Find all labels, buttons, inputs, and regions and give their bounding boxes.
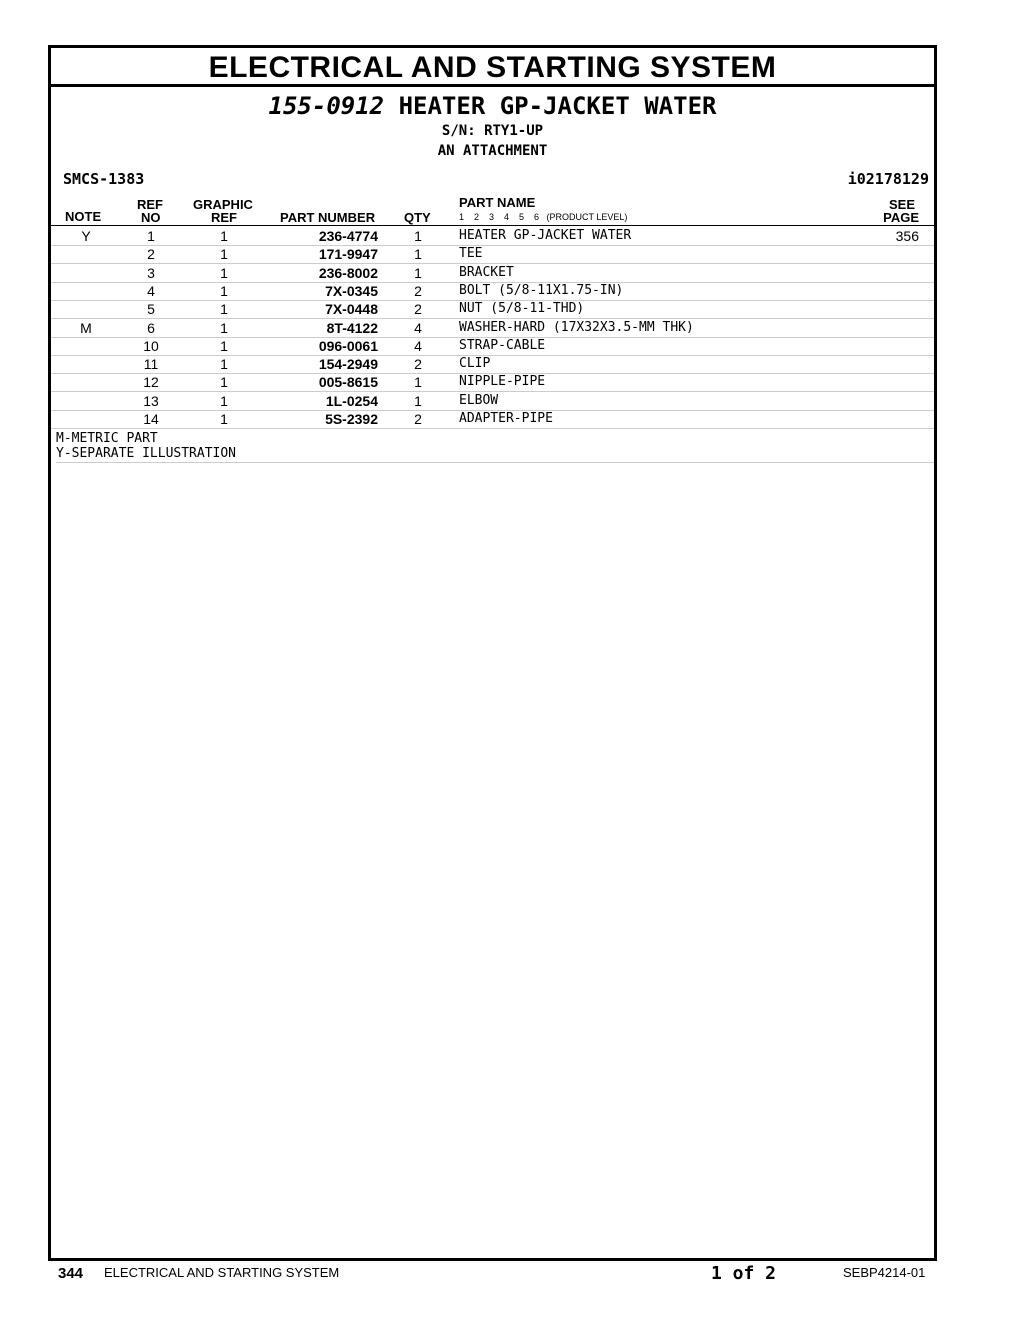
row-qty: 4 xyxy=(414,319,422,336)
group-name: HEATER GP-JACKET WATER xyxy=(398,92,717,120)
header-qty: QTY xyxy=(404,210,431,225)
serial-number: S/N: RTY1-UP xyxy=(441,123,544,139)
table-row xyxy=(51,245,934,264)
footer-page-of: 1 of 2 xyxy=(711,1263,777,1284)
header-graphic-1: GRAPHIC xyxy=(193,197,253,212)
table-row xyxy=(51,319,934,338)
row-ref-no: 5 xyxy=(147,301,155,318)
row-qty: 1 xyxy=(414,392,422,409)
row-part-number: 171-9947 xyxy=(318,246,378,263)
row-part-number: 7X-0448 xyxy=(325,301,378,318)
row-qty: 1 xyxy=(414,374,422,391)
row-part-name: WASHER-HARD (17X32X3.5-MM THK) xyxy=(459,319,694,335)
illustration-id: i02178129 xyxy=(847,170,929,188)
table-row xyxy=(51,282,934,301)
row-graphic-ref: 1 xyxy=(220,337,228,354)
row-part-name: CLIP xyxy=(459,356,491,372)
row-ref-no: 3 xyxy=(147,264,155,281)
row-ref-no: 13 xyxy=(143,392,159,409)
row-part-name: TEE xyxy=(459,246,483,262)
row-graphic-ref: 1 xyxy=(220,319,228,336)
notes-legend xyxy=(56,431,934,463)
row-part-number: 005-8615 xyxy=(318,374,378,391)
note-metric: M-METRIC PART xyxy=(56,431,158,446)
row-graphic-ref: 1 xyxy=(220,301,228,318)
header-ref-2: NO xyxy=(141,210,161,225)
smcs-code: SMCS-1383 xyxy=(63,170,145,188)
header-graphic-2: REF xyxy=(211,210,237,225)
row-qty: 1 xyxy=(414,264,422,281)
row-part-number: 1L-0254 xyxy=(325,392,378,409)
row-qty: 2 xyxy=(414,282,422,299)
group-number: 155-0912 xyxy=(268,92,385,120)
row-graphic-ref: 1 xyxy=(220,411,228,427)
row-part-name: NIPPLE-PIPE xyxy=(459,374,546,390)
row-graphic-ref: 1 xyxy=(220,392,228,409)
table-header xyxy=(51,193,934,226)
table-row xyxy=(51,264,934,283)
row-qty: 2 xyxy=(414,356,422,373)
row-part-name: ELBOW xyxy=(459,392,499,408)
table-row xyxy=(51,337,934,356)
row-part-number: 7X-0345 xyxy=(325,282,378,299)
system-title: ELECTRICAL AND STARTING SYSTEM xyxy=(51,48,934,87)
row-part-name: BRACKET xyxy=(459,264,514,280)
row-ref-no: 2 xyxy=(147,246,155,263)
table-row xyxy=(51,227,934,246)
row-ref-no: 4 xyxy=(147,282,155,299)
header-part-name: PART NAME xyxy=(459,195,536,210)
row-part-name: HEATER GP-JACKET WATER xyxy=(459,228,632,243)
row-part-number: 154-2949 xyxy=(318,356,378,373)
table-row xyxy=(51,410,934,429)
row-graphic-ref: 1 xyxy=(220,264,228,281)
footer-system: ELECTRICAL AND STARTING SYSTEM xyxy=(104,1265,340,1280)
row-part-number: 8T-4122 xyxy=(326,319,378,336)
header-see-1: SEE xyxy=(888,197,915,212)
row-part-name: NUT (5/8-11-THD) xyxy=(459,301,585,317)
header-note: NOTE xyxy=(65,209,102,224)
header-see-2: PAGE xyxy=(883,210,919,225)
row-graphic-ref: 1 xyxy=(220,374,228,391)
row-part-name: BOLT (5/8-11X1.75-IN) xyxy=(459,282,624,298)
header-part-number: PART NUMBER xyxy=(280,210,376,225)
table-row xyxy=(51,373,934,392)
row-ref-no: 12 xyxy=(143,374,159,391)
row-ref-no: 14 xyxy=(143,411,159,427)
row-qty: 2 xyxy=(414,301,422,318)
row-qty: 2 xyxy=(414,411,422,427)
row-ref-no: 10 xyxy=(143,337,159,354)
table-row xyxy=(51,300,934,319)
row-part-number: 5S-2392 xyxy=(325,411,378,427)
row-part-name: STRAP-CABLE xyxy=(459,337,546,353)
row-ref-no: 11 xyxy=(143,356,159,373)
row-note: Y xyxy=(81,228,91,244)
footer-doc-id: SEBP4214-01 xyxy=(843,1265,926,1280)
table-row xyxy=(51,355,934,374)
row-graphic-ref: 1 xyxy=(220,228,228,244)
row-ref-no: 1 xyxy=(147,228,155,244)
note-separate: Y-SEPARATE ILLUSTRATION xyxy=(56,446,237,461)
row-graphic-ref: 1 xyxy=(220,246,228,263)
header-ref-1: REF xyxy=(137,197,163,212)
row-qty: 1 xyxy=(414,246,422,263)
row-see-page: 356 xyxy=(895,228,919,244)
row-ref-no: 6 xyxy=(147,319,155,336)
footer-page-number: 344 xyxy=(58,1265,84,1282)
row-qty: 4 xyxy=(414,337,422,354)
row-qty: 1 xyxy=(414,228,422,244)
page-frame xyxy=(48,45,937,1261)
row-note: M xyxy=(80,319,92,336)
group-title xyxy=(51,92,934,120)
row-part-name: ADAPTER-PIPE xyxy=(459,411,553,426)
table-row xyxy=(51,392,934,411)
row-part-number: 236-4774 xyxy=(318,228,378,244)
row-graphic-ref: 1 xyxy=(220,282,228,299)
row-part-number: 236-8002 xyxy=(318,264,378,281)
row-part-number: 096-0061 xyxy=(318,337,378,354)
header-product-level: 1 2 3 4 5 6 (PRODUCT LEVEL) xyxy=(459,212,628,222)
row-graphic-ref: 1 xyxy=(220,356,228,373)
attachment-label: AN ATTACHMENT xyxy=(437,143,548,159)
